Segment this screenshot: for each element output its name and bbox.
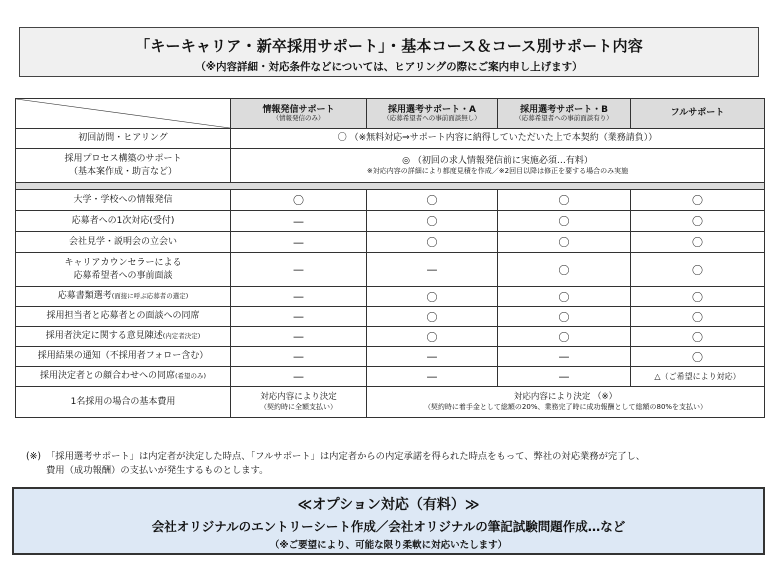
fee-info-cell: 対応内容により決定 （契約時に全額支払い）: [231, 387, 367, 418]
table-row: 採用者決定に関する意見陳述(内定者決定) — 〇 〇 〇: [16, 327, 765, 347]
visit-text: 〇 （※無料対応⇒サポート内容に納得していただいた上で本契約（業務請負））: [231, 129, 765, 149]
column-header-full: フルサポート: [631, 99, 765, 129]
table-row: 採用担当者と応募者との面談への同席 — 〇 〇 〇: [16, 307, 765, 327]
column-header-select-a: 採用選考サポート・A （応募希望者への事前面談無し）: [367, 99, 498, 129]
column-header-info: 情報発信サポート （情報発信のみ）: [231, 99, 367, 129]
table-row-process: [16, 149, 765, 183]
row-label-process: 採用プロセス構築のサポート （基本案作成・助言など）: [16, 149, 231, 183]
table-row: 大学・学校への情報発信 〇 〇 〇 〇: [16, 190, 765, 211]
option-body: 会社オリジナルのエントリーシート作成／会社オリジナルの筆記試験問題作成…など: [151, 519, 626, 534]
table-row: キャリアカウンセラーによる 応募希望者への事前面談 — — 〇 〇: [16, 253, 765, 287]
header-diagonal-cell: [16, 99, 231, 129]
table-spacer-row: [16, 183, 765, 190]
process-text: ◎ （初回の求人情報発信前に実施必須…有料） ※対応内容の詳細により都度見積を作成／※2回目以降は修正を要する場合のみ実施: [231, 149, 765, 183]
fee-other-cell: 対応内容により決定 （※） （契約時に着手金として総額の20%、業務完了時に成功報酬として総額の80%を支払い）: [367, 387, 765, 418]
option-title: ≪オプション対応（有料）≫: [297, 497, 480, 513]
option-box: [12, 487, 765, 555]
row-label-fee: 1名採用の場合の基本費用: [16, 387, 231, 418]
option-sub: （※ご要望により、可能な限り柔軟に対応いたします）: [269, 540, 508, 551]
title-box: [19, 27, 759, 77]
page-subtitle: （※内容詳細・対応条件などについては、ヒアリングの際にご案内申し上げます）: [195, 61, 583, 73]
column-header-select-b: 採用選考サポート・B （応募希望者への事前面談有り）: [498, 99, 631, 129]
table-row: 会社見学・説明会の立会い — 〇 〇 〇: [16, 232, 765, 253]
table-row: 応募者への1次対応(受付) — 〇 〇 〇: [16, 211, 765, 232]
table-row: 応募書類選考(面接に呼ぶ応募者の選定) — 〇 〇 〇: [16, 287, 765, 307]
table-row: 採用決定者との顔合わせへの同席(希望のみ) — — — △（ご希望により対応）: [16, 367, 765, 387]
table-row-visit: [16, 129, 765, 149]
support-table: [15, 98, 765, 418]
footnote: (※) 「採用選考サポート」は内定者が決定した時点、「フルサポート」は内定者からの内定承諾を得られた時点をもって、弊社の対応業務が完了し、 費用（成功報酬）の支払いが発生するものとします。: [26, 451, 646, 477]
table-row-fee: [16, 387, 765, 418]
row-label-visit: 初回訪問・ヒアリング: [16, 129, 231, 149]
table-header-row: [16, 99, 765, 129]
page-title: 「キーキャリア・新卒採用サポート」・基本コース＆コース別サポート内容: [135, 37, 643, 55]
table-row: 採用結果の通知（不採用者フォロー含む） — — — 〇: [16, 347, 765, 367]
